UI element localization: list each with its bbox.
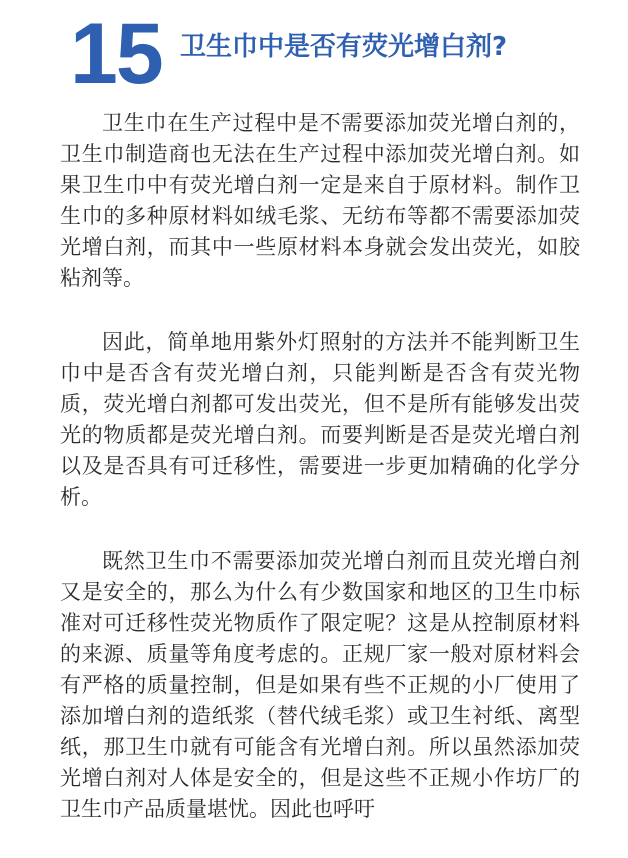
article-body [60,108,580,858]
section-number: 15 [70,6,162,102]
paragraph-1: 卫生巾在生产过程中是不需要添加荧光增白剂的，卫生巾制造商也无法在生产过程中添加荧光增白剂。如果卫生巾中有荧光增白剂一定是来自于原材料。制作卫生巾的多种原材料如绒毛浆、无纺布等都不需要添加荧光增白剂，而其中一些原材料本身就会发出荧光，如胶粘剂等。 [60,111,580,290]
paragraph-2: 因此，简单地用紫外灯照射的方法并不能判断卫生巾中是否含有荧光增白剂，只能判断是否含有荧光物质，荧光增白剂都可发出荧光，但不是所有能够发出荧光的物质都是荧光增白剂。而要判断是否是荧光增白剂以及是否具有可迁移性，需要进一步更加精确的化学分析。 [60,330,580,509]
section-title: 卫生巾中是否有荧光增白剂? [180,32,508,62]
paragraph-3: 既然卫生巾不需要添加荧光增白剂而且荧光增白剂又是安全的，那么为什么有少数国家和地区的卫生巾标准对可迁移性荧光物质作了限定呢？这是从控制原材料的来源、质量等角度考虑的。正规厂家一般对原材料会有严格的质量控制，但是如果有些不正规的小厂使用了添加增白剂的造纸浆（替代绒毛浆）或卫生衬纸、离型纸，那卫生巾就有可能含有光增白剂。所以虽然添加荧光增白剂对人体是安全的，但是这些不正规小作坊厂的卫生巾产品质量堪忧。因此也呼吁 [60,549,580,821]
section-header [70,6,610,102]
